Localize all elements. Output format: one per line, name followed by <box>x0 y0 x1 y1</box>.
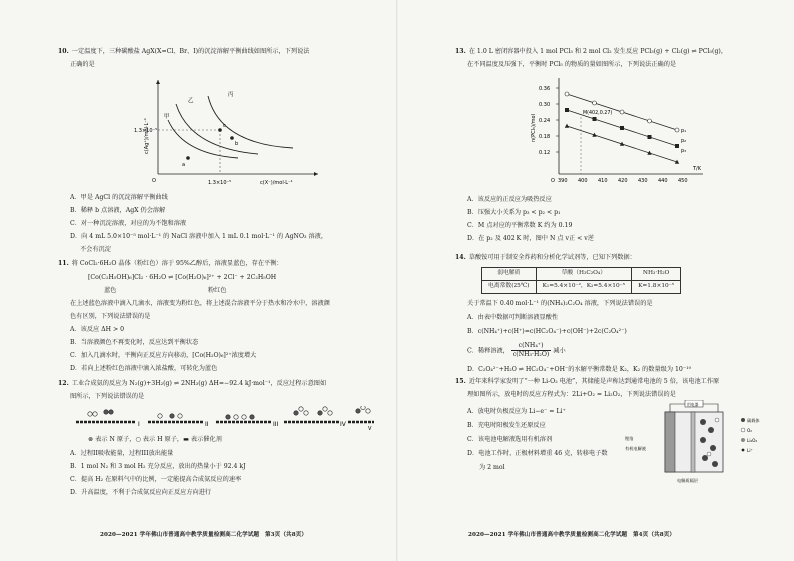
q10-option-c: C．对一种沉淀溶液，对应的为不饱和溶液 <box>70 220 187 227</box>
q15-legend-li: Li⁺ <box>747 448 753 453</box>
q13-ytick-label: 0.18 <box>539 134 551 140</box>
q13-series-marker <box>675 128 679 132</box>
q13-ytick-label: 0.36 <box>539 86 551 92</box>
q15-stem-line1: 15. 近年来科学家发明了“一种 Li-O₂ 电池”，其储能是声称达到通常电池的 5 倍，该电池工作原 <box>455 378 720 385</box>
q10-xlabel: c(X⁻)/mol·L⁻¹ <box>260 180 293 186</box>
q11-text2: 色有区别，下列说法错误的是 <box>70 313 151 320</box>
q10-label-yi: 乙 <box>188 98 194 104</box>
q12-option-b: B．1 mol N₂ 和 3 mol H₂ 充分反应，放出的热量小于 92.4 kJ <box>70 463 246 470</box>
q14-td-oxalic: K₁=5.4×10⁻²，K₂=5.4×10⁻⁵ <box>536 280 632 293</box>
q11-option-b: B．当溶液颜色不再变化时，反应达到平衡状态 <box>70 339 199 346</box>
q10-x-arrow <box>314 172 318 176</box>
q14-option-b: B．c(NH₄⁺)+c(H⁺)=c(HC₂O₄⁻)+c(OH⁻)+2c(C₂O₄²⁻) <box>467 328 627 335</box>
q10-option-a: A．甲是 AgCl 的沉淀溶解平衡曲线 <box>70 194 168 201</box>
left-footer: 2020—2021 学年佛山市普通高中教学质量检测高二化学试题 第3页（共8页） <box>100 532 308 538</box>
q10-curve-bing <box>208 96 293 148</box>
q13-label-p2: p₂ <box>681 138 687 144</box>
q10-stem-line1: 10. 一定温度下，三种碳酸盐 AgX(X=Cl、Br、I)的沉淀溶解平衡曲线如图所示，下列说法 <box>58 48 310 55</box>
q15-lithium-foil <box>665 412 675 472</box>
q15-separator <box>691 412 695 472</box>
q13-xlabel: T/K <box>693 166 702 172</box>
q10-ytick: 1.3×10⁻⁵ <box>134 128 158 134</box>
right-footer: 2020—2021 学年佛山市普通高中教学质量检测高二化学试题 第4页（共8页） <box>468 532 676 538</box>
q13-xtick-label: 430 <box>638 178 648 184</box>
q13-origin: O <box>551 178 555 184</box>
q14-option-c: C．稀释溶液， $\frac{\text{c(NH₄⁺)}}{\text{c(NH₃·H₂O)}}$ 减小 <box>467 342 566 359</box>
q13-stem-line2: 在不同温度及压强下，平衡时 PCl₅ 的物质的量如图所示，下列说法正确的是 <box>467 61 677 68</box>
q14-td-label: 电离常数(25℃) <box>482 280 537 293</box>
q12-stage-1: I <box>138 421 140 428</box>
q13-label-p1: p₁ <box>681 128 687 134</box>
q13-series-marker <box>648 135 652 139</box>
q13-option-d: D．在 p₂ 及 402 K 时，图中 N 点 v正 < v逆 <box>467 235 594 242</box>
q13-series-marker <box>620 110 624 114</box>
q12-stage-2: II <box>205 421 209 428</box>
q13-option-a: A．该反应的正反应为吸热反应 <box>467 196 552 203</box>
q10-xtick: 1.3×10⁻⁵ <box>208 180 232 186</box>
q11-color-right: 粉红色 <box>208 287 227 294</box>
q13-ylabel: n(PCl₅)/mol <box>531 114 537 142</box>
q12-stage-5: V <box>368 426 372 430</box>
q13-option-b: B．压强大小关系为 p₃ < p₂ < p₁ <box>467 209 561 216</box>
q15-left-label: 锂箔 <box>625 436 634 441</box>
q12-option-d: D．升高温度，不利于合成氨反应向正反应方向进行 <box>70 489 212 496</box>
q10-label-b: b <box>235 141 239 147</box>
q10-label-jia: 甲 <box>164 114 170 120</box>
q13-xtick-label: 390 <box>558 178 568 184</box>
q12-option-a: A．过程II吸收能量，过程III放出能量 <box>70 450 174 457</box>
q10-label-c: c <box>223 123 226 129</box>
q13-xtick-label: 410 <box>598 178 608 184</box>
q15-battery-diagram <box>625 400 794 490</box>
q15-option-c: C．该电池电解液选用有机溶剂 <box>467 436 553 443</box>
q14-td-ammonia: K=1.8×10⁻⁵ <box>632 280 681 293</box>
q10-curve-yi <box>176 104 258 154</box>
q10-label-bing: 丙 <box>228 92 234 98</box>
q13-series-marker <box>565 124 569 128</box>
q15-option-a: A．放电时负极反应为 Li−e⁻ = Li⁺ <box>467 408 566 415</box>
q12-process-diagram <box>76 406 376 430</box>
q13-series-marker <box>620 126 624 130</box>
q13-series-marker <box>648 119 652 123</box>
q10-point-c <box>218 128 222 132</box>
q15-legend <box>741 417 760 453</box>
q13-ytick-label: 0.12 <box>539 150 551 156</box>
q11-stem: 11. 将 CoCl₂·6H₂O 晶体（粉红色）溶于 95%乙醇后，溶液显蓝色，存在平衡： <box>58 260 283 267</box>
q13-xtick-label: 450 <box>678 178 688 184</box>
q12-stage-3: III <box>273 421 279 428</box>
q15-electrolyte-label: 有机电解液 <box>625 446 646 451</box>
q15-option-d-cont: 为 2 mol <box>479 464 505 471</box>
q10-y-arrow <box>156 80 160 84</box>
q10-ylabel: c(Ag⁺)/mol·L⁻¹ <box>144 118 150 154</box>
page-fold <box>396 0 398 561</box>
q10-option-b: B．稀释 b 点溶液，AgX 仍会溶解 <box>70 207 166 214</box>
q15-bottom-label: 电解质隔层 <box>677 478 698 483</box>
q10-point-a <box>186 156 190 160</box>
q15-legend-li2o2: Li₂O₂ <box>747 438 758 443</box>
q14-option-d: D．C₂O₄²⁻+H₂O ⇌ HC₂O₄⁻+OH⁻的水解平衡常数是 K₂，K₂ 的数量级为 10⁻¹⁰ <box>467 366 692 373</box>
q14-stem: 14. 草酸铵可用于制安全炸药和分析化学试剂等，已知下列数据： <box>455 254 636 261</box>
q14-table-header <box>482 268 681 281</box>
q11-equation: [Co(C₂H₅OH)₆]Cl₂ · 6H₂O ⇌ [Co(H₂O)₆]²⁺ + 2Cl⁻ + 2C₂H₅OH <box>88 274 277 281</box>
q10-option-d: D．向 4 mL 5.0×10⁻⁵ mol·L⁻¹ 的 NaCl 溶液中加入 1 mL 0.1 mol·L⁻¹ 的 AgNO₃ 溶液， <box>70 233 328 240</box>
q14-data-table <box>481 267 681 294</box>
q14-th-oxalic: 草酸（H₂C₂O₄） <box>536 268 632 281</box>
q14-th-electrolyte: 弱电解质 <box>482 268 537 281</box>
q13-ytick-label: 0.24 <box>539 118 551 124</box>
q11-option-a: A．该反应 ΔH > 0 <box>70 326 125 333</box>
q14-option-a: A．由表中数据可判断溶液显酸性 <box>467 314 559 321</box>
q12-stem-line2: 图所示，下列说法错误的是 <box>70 393 145 400</box>
q10-solubility-graph <box>128 74 328 186</box>
q10-stem-line2: 正确的是 <box>70 61 95 68</box>
q14-table-row <box>482 280 681 293</box>
q13-point-m-label: M(402,0.27) <box>583 111 613 116</box>
q11-option-c: C．加入几滴水时，平衡向正反应方向移动，[Co(H₂O)₆]²⁺浓度增大 <box>70 352 257 359</box>
q14-text: 关于常温下 0.40 mol·L⁻¹ 的(NH₄)₂C₂O₄ 溶液，下列说法错误的是 <box>467 300 653 307</box>
q13-stem-line1: 13. 在 1.0 L 密闭容器中投入 1 mol PCl₃ 和 2 mol Cl₂ 发生反应 PCl₃(g) + Cl₂(g) ⇌ PCl₅(g)， <box>455 48 728 55</box>
q10-label-a: a <box>182 162 186 168</box>
q13-series-marker <box>565 108 569 112</box>
q15-option-b: B．充电时阳极发生还原反应 <box>467 422 546 429</box>
q12-molecules <box>88 406 370 419</box>
q13-series-marker <box>675 144 679 148</box>
q13-series-marker <box>593 101 597 105</box>
q11-option-d: D．若向上述粉红色溶液中滴入浓盐酸，可转化为蓝色 <box>70 365 218 372</box>
q12-legend: ⊗ 表示 N 原子，○ 表示 H 原子，▬ 表示催化剂 <box>88 436 222 443</box>
q14-th-ammonia: NH₃·H₂O <box>632 268 681 281</box>
q12-option-c: C．提高 H₂ 在原料气中的比例，一定能提高合成氨反应的速率 <box>70 476 242 483</box>
q13-series-marker <box>565 92 569 96</box>
q13-option-c: C．M 点对应的平衡常数 K 约为 0.19 <box>467 222 573 229</box>
q13-xtick-label: 440 <box>658 178 668 184</box>
q15-legend-carbon: 碳载体 <box>747 418 760 423</box>
q13-series-marker <box>593 117 597 121</box>
q13-xtick-label: 400 <box>578 178 588 184</box>
q12-stage-4: IV <box>340 421 346 428</box>
q15-stem-line2: 理如图所示，放电时的反应方程式为：2Li+O₂ = Li₂O₂，下列说法错误的是 <box>467 391 676 398</box>
q10-curve-jia <box>168 120 238 158</box>
q13-label-p3: p₃ <box>681 148 687 154</box>
q12-stem-line1: 12. 工业合成氨的反应为 N₂(g)+3H₂(g) ⇌ 2NH₃(g) ΔH=−92.4 kJ·mol⁻¹，反应过程示意图如 <box>58 380 327 387</box>
q10-point-b <box>230 136 234 140</box>
q14-fraction: $\frac{\text{c(NH₄⁺)}}{\text{c(NH₃·H₂O)}}$ <box>512 342 550 359</box>
q10-origin: O <box>152 178 156 184</box>
q15-option-d: D．电池工作时，正极材料增重 46 克，转移电子数 <box>467 450 608 457</box>
q15-legend-o2: O₂ <box>747 428 752 433</box>
q10-option-d-cont: 不会有沉淀 <box>80 246 111 253</box>
q11-text1: 在上述蓝色溶液中滴入几滴水，溶液变为粉红色，将上述混合溶液平分于热水和冷水中，溶液颜 <box>70 300 330 307</box>
q13-xtick-label: 420 <box>618 178 628 184</box>
q11-color-left: 蓝色 <box>104 287 117 294</box>
q15-load-label: 用电器 <box>687 402 699 407</box>
q13-ytick-label: 0.30 <box>539 102 551 108</box>
q13-equilibrium-chart <box>523 74 713 192</box>
